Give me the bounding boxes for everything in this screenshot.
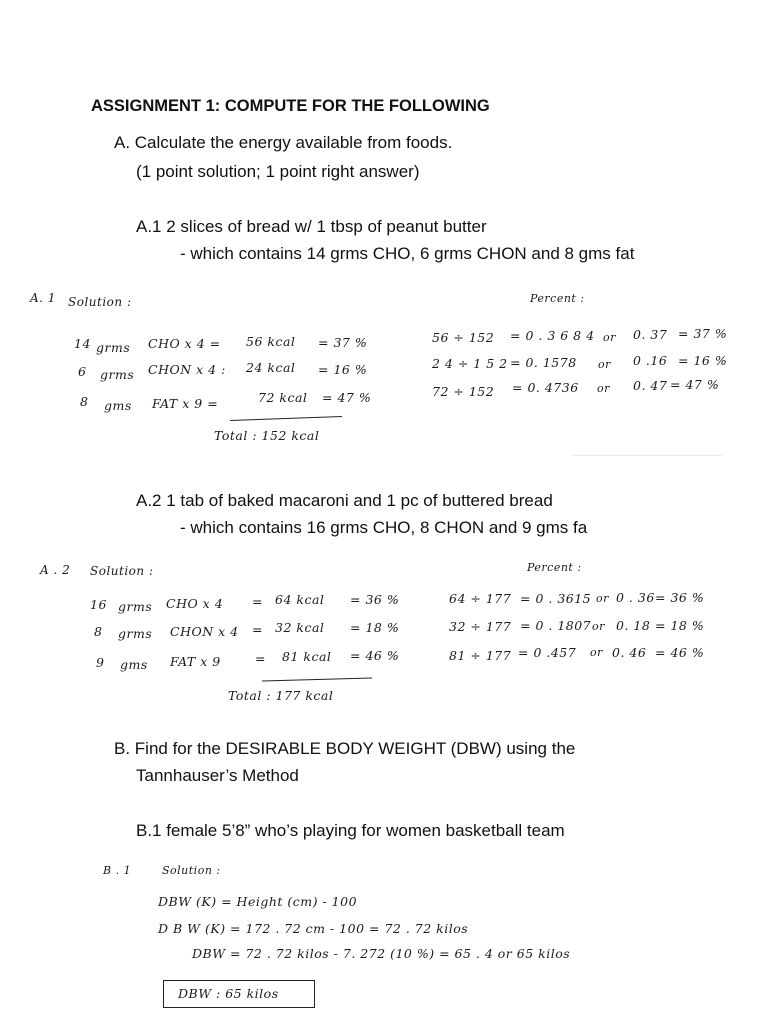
a1-row3-eq: = 0. 4736 — [512, 380, 579, 395]
b1-answer-box — [163, 980, 315, 1008]
a2-total: Total : 177 kcal — [228, 688, 334, 703]
a1-total: Total : 152 kcal — [214, 428, 320, 443]
a1-title: A.1 2 slices of bread w/ 1 tbsp of peanut butter — [136, 217, 487, 236]
a1-row2-res: = 16 % — [678, 353, 728, 368]
a2-row1-eq: = 0 . 3615 — [520, 591, 592, 606]
b1-title: B.1 female 5’8” who’s playing for women basketball team — [136, 821, 565, 840]
a2-row1-res: = 36 % — [655, 590, 705, 605]
a2-row1-unit: grms — [118, 599, 153, 614]
a1-row3-dec: 0. 47 — [633, 378, 668, 393]
a1-row2-qty: 6 — [78, 364, 87, 379]
a2-row1-dec: 0 . 36 — [616, 590, 655, 605]
a2-row3-qty: 9 — [96, 655, 105, 670]
a1-row1-res: = 37 % — [678, 326, 728, 341]
a1-row3-or: or — [597, 382, 610, 395]
a1-row2-kcal: 24 kcal — [246, 360, 296, 375]
a2-row3-eq: = 0 .457 — [518, 645, 577, 660]
a2-row3-nutrient: FAT x 9 — [170, 654, 221, 669]
a1-row1-or: or — [603, 331, 616, 344]
a1-row2-pct: = 16 % — [318, 362, 368, 377]
a1-row1-qty: 14 — [74, 336, 91, 351]
a1-row3-res: = 47 % — [670, 377, 720, 392]
b1-label: B . 1 — [103, 864, 132, 877]
a2-row2-pct: = 18 % — [350, 620, 400, 635]
a2-title: A.2 1 tab of baked macaroni and 1 pc of buttered bread — [136, 491, 553, 510]
a2-row2-or: or — [592, 620, 605, 633]
a2-label: A . 2 — [40, 563, 71, 577]
a2-row3-eq1: = — [255, 651, 266, 666]
section-b-heading-2: Tannhauser’s Method — [136, 766, 299, 785]
a2-row1-kcal: 64 kcal — [275, 592, 325, 607]
a1-percent-header: Percent : — [530, 292, 585, 305]
a1-row1-eq: = 0 . 3 6 8 4 — [510, 328, 595, 343]
a1-row2-nutrient: CHON x 4 : — [148, 362, 226, 377]
a1-row1-kcal: 56 kcal — [246, 334, 296, 349]
a1-row3-unit: gms — [104, 398, 132, 413]
a2-row1-or: or — [596, 592, 609, 605]
a1-contains: - which contains 14 grms CHO, 6 grms CHON and 8 gms fat — [180, 244, 635, 263]
a1-row1-nutrient: CHO x 4 = — [148, 336, 221, 351]
b1-formula: DBW (K) = Height (cm) - 100 — [158, 894, 358, 909]
a2-row2-eq1: = — [252, 622, 263, 637]
a2-row2-nutrient: CHON x 4 — [170, 624, 239, 639]
a1-solution-label: Solution : — [68, 295, 132, 309]
a2-row2-calc: 32 ÷ 177 — [449, 619, 512, 634]
a2-row2-qty: 8 — [94, 624, 103, 639]
a2-percent-header: Percent : — [527, 561, 582, 574]
a1-row3-qty: 8 — [80, 394, 89, 409]
a2-sum-line — [262, 678, 372, 682]
a2-row2-eq: = 0 . 1807 — [520, 618, 592, 633]
a2-row1-pct: = 36 % — [350, 592, 400, 607]
a1-row1-pct: = 37 % — [318, 335, 368, 350]
a1-row2-unit: grms — [100, 367, 135, 382]
a1-row2-dec: 0 .16 — [633, 353, 668, 368]
a2-row2-kcal: 32 kcal — [275, 620, 325, 635]
a1-row3-calc: 72 ÷ 152 — [432, 384, 495, 399]
a1-row3-kcal: 72 kcal — [258, 390, 308, 405]
a1-faint-rule — [572, 455, 722, 456]
a2-row2-res: = 18 % — [655, 618, 705, 633]
a2-solution-label: Solution : — [90, 564, 154, 578]
a1-row2-calc: 2 4 ÷ 1 5 2 — [432, 356, 508, 371]
a2-row1-calc: 64 ÷ 177 — [449, 591, 512, 606]
section-a-note: (1 point solution; 1 point right answer) — [136, 162, 420, 181]
a2-contains: - which contains 16 grms CHO, 8 CHON and 9 gms fa — [180, 518, 588, 537]
a1-row1-unit: grms — [96, 340, 131, 355]
assignment-title: ASSIGNMENT 1: COMPUTE FOR THE FOLLOWING — [91, 97, 490, 115]
a2-row3-unit: gms — [120, 657, 148, 672]
a2-row3-calc: 81 ÷ 177 — [449, 648, 512, 663]
a2-row3-or: or — [590, 646, 603, 659]
b1-answer: DBW : 65 kilos — [178, 986, 279, 1001]
section-b-heading: B. Find for the DESIRABLE BODY WEIGHT (DBW) using the — [114, 739, 576, 758]
b1-computation: D B W (K) = 172 . 72 cm - 100 = 72 . 72 kilos — [158, 921, 469, 936]
a1-row2-or: or — [598, 358, 611, 371]
a1-row3-pct: = 47 % — [322, 390, 372, 405]
a1-label: A. 1 — [30, 291, 56, 305]
a2-row2-unit: grms — [118, 626, 153, 641]
b1-reduction: DBW = 72 . 72 kilos - 7. 272 (10 %) = 65 . 4 or 65 kilos — [192, 946, 571, 961]
a2-row2-dec: 0. 18 — [616, 618, 651, 633]
section-a-heading: A. Calculate the energy available from foods. — [114, 133, 453, 152]
a1-row2-eq: = 0. 1578 — [510, 355, 577, 370]
a1-sum-line — [230, 416, 342, 421]
a1-row3-nutrient: FAT x 9 = — [152, 396, 219, 411]
a2-row1-eq1: = — [252, 594, 263, 609]
a2-row3-pct: = 46 % — [350, 648, 400, 663]
a2-row3-dec: 0. 46 — [612, 645, 647, 660]
b1-solution-label: Solution : — [162, 864, 221, 877]
a2-row1-qty: 16 — [90, 597, 107, 612]
a2-row3-kcal: 81 kcal — [282, 649, 332, 664]
a1-row1-calc: 56 ÷ 152 — [432, 330, 495, 345]
a2-row3-res: = 46 % — [655, 645, 705, 660]
a1-row1-dec: 0. 37 — [633, 327, 668, 342]
a2-row1-nutrient: CHO x 4 — [166, 596, 224, 611]
